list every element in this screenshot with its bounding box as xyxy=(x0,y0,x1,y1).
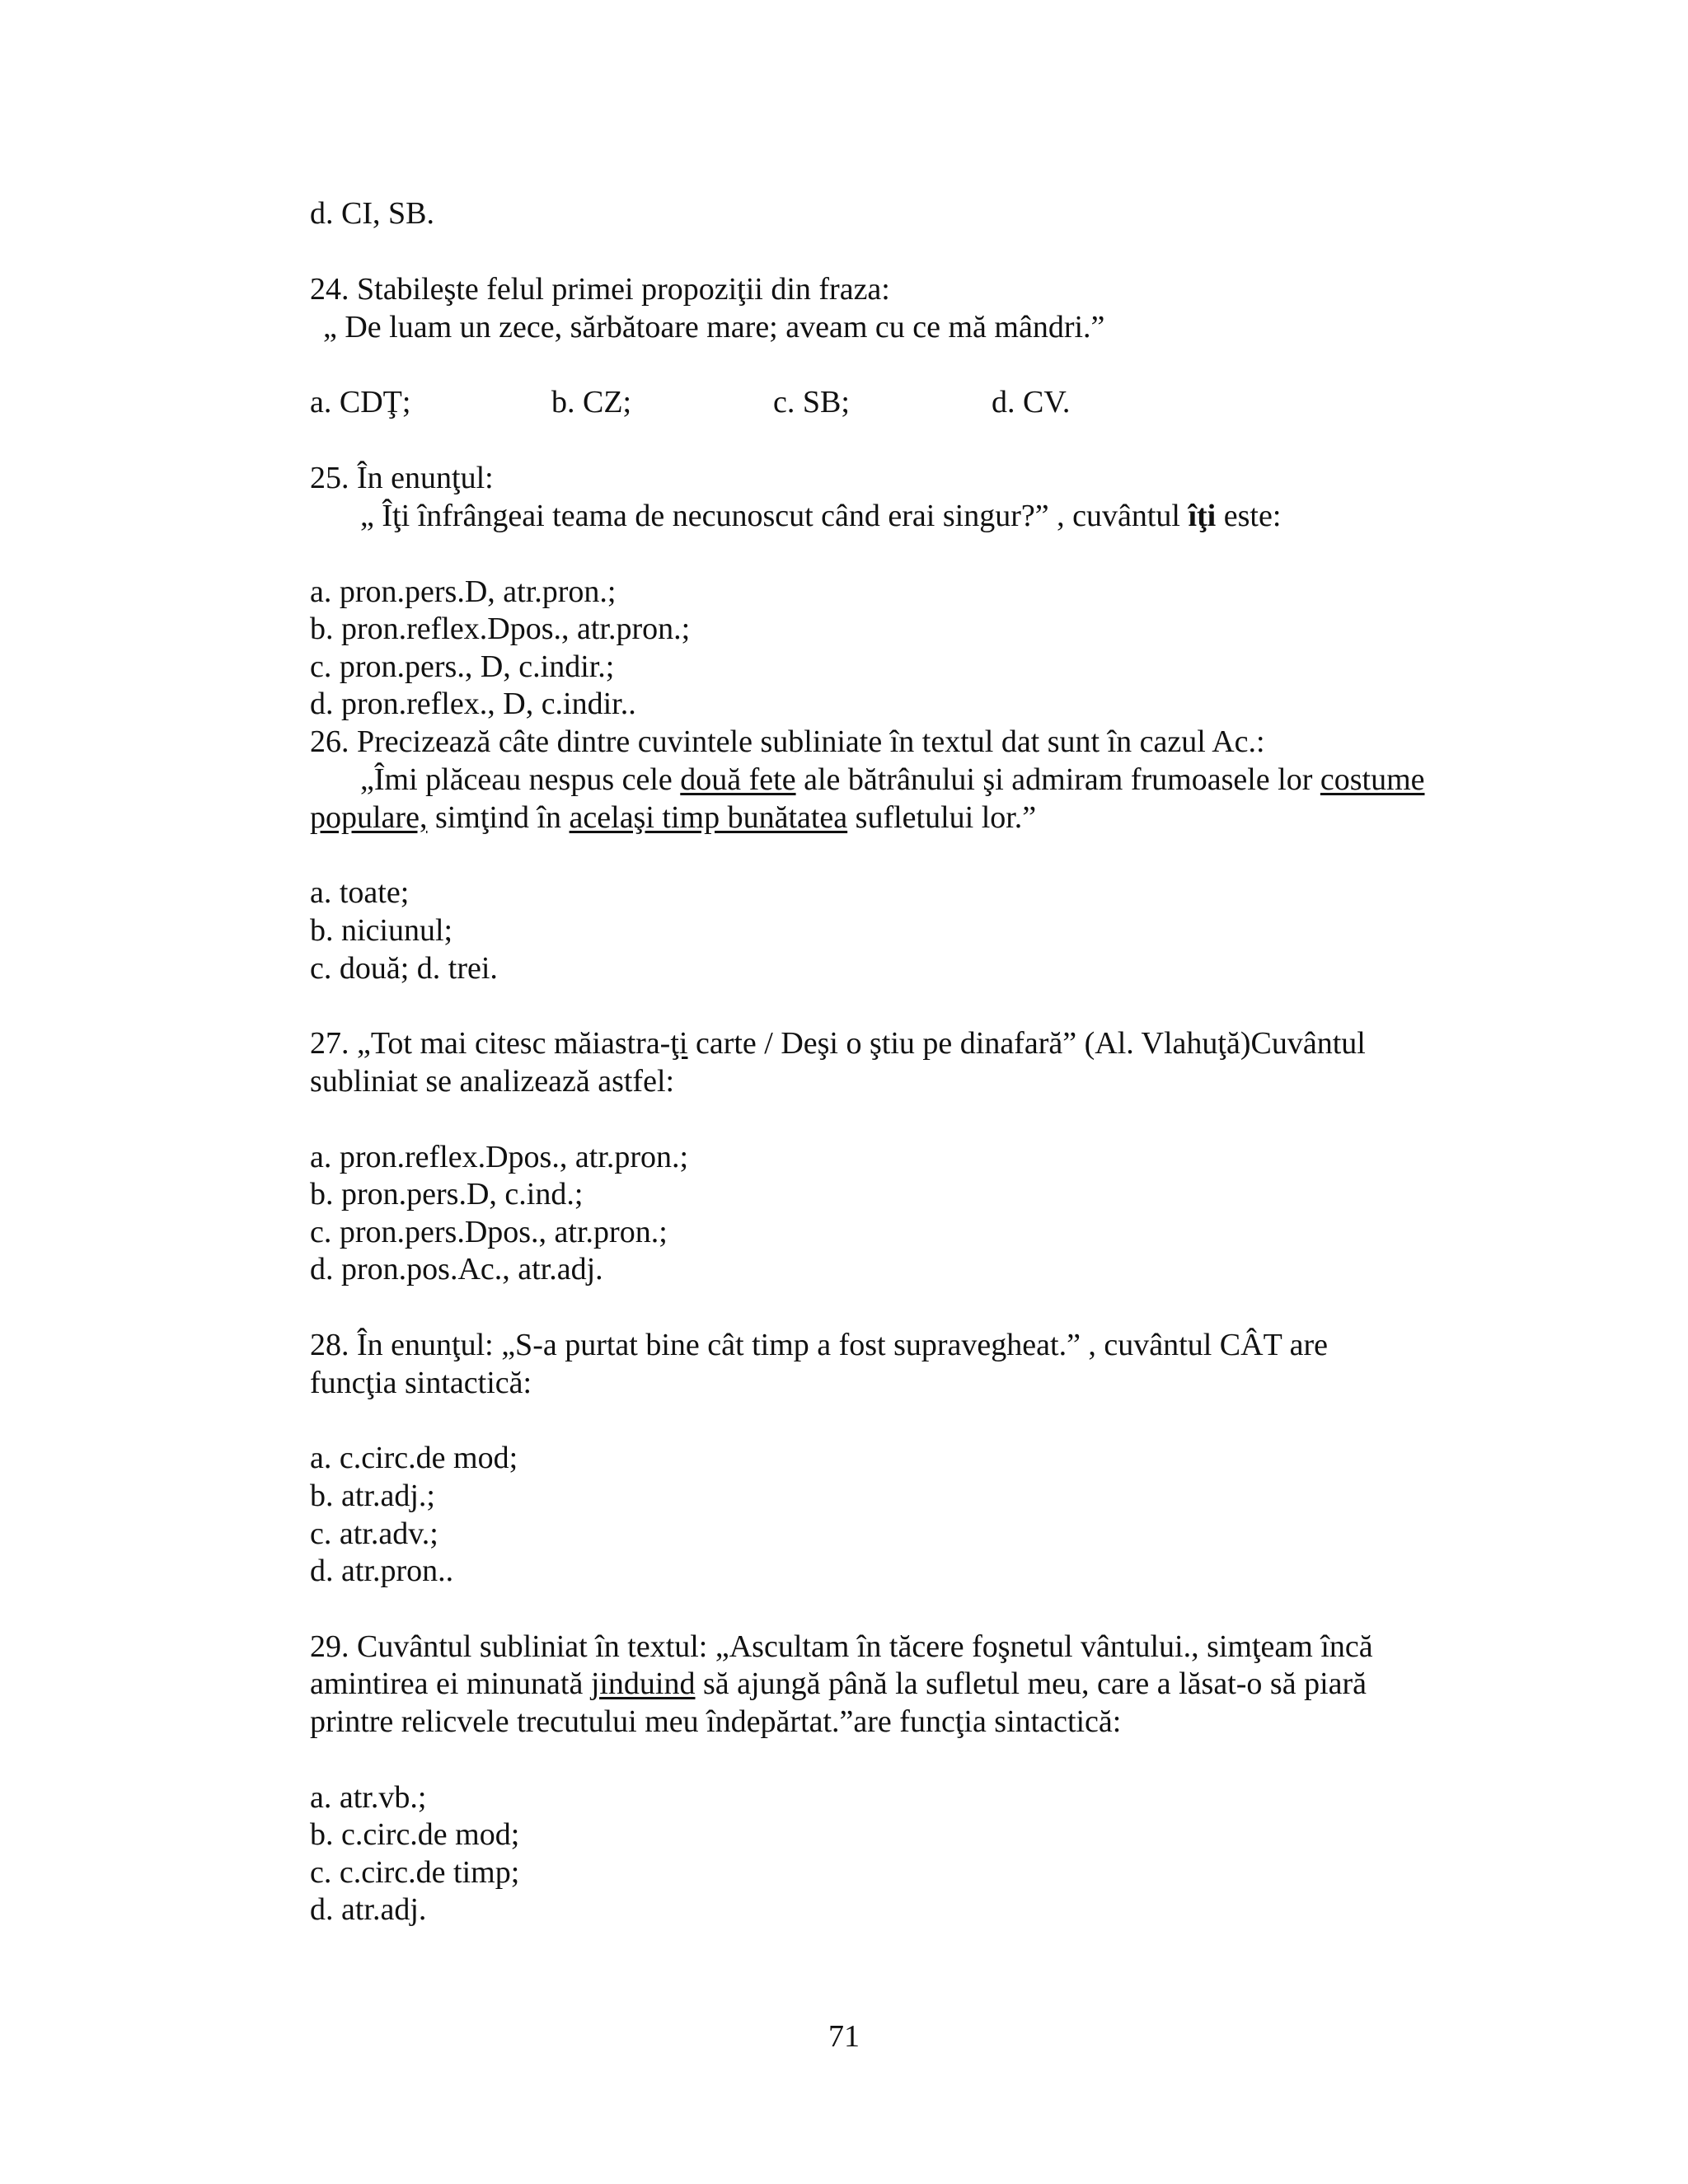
q27-option-a: a. pron.reflex.Dpos., atr.pron.; xyxy=(310,1140,689,1174)
q25-option-b: b. pron.reflex.Dpos., atr.pron.; xyxy=(310,612,691,646)
q24-option-d: d. CV. xyxy=(992,385,1071,419)
q25-option-a: a. pron.pers.D, atr.pron.; xyxy=(310,574,617,609)
q26-question: 26. Precizează câte dintre cuvintele subliniate în textul dat sunt în cazul Ac.: xyxy=(310,724,1265,759)
q28-question-line-2: funcţia sintactică: xyxy=(310,1366,532,1400)
q29-question-line-1: 29. Cuvântul subliniat în textul: „Ascultam în tăcere foşnetul vântului., simţeam încă xyxy=(310,1629,1373,1664)
q28-option-a: a. c.circ.de mod; xyxy=(310,1441,518,1475)
q26-text: simţind în xyxy=(427,800,570,835)
q26-underlined-word: costume xyxy=(1320,762,1425,797)
q27-underlined-word: ţi xyxy=(670,1026,688,1061)
q24-option-b: b. CZ; xyxy=(551,385,632,419)
q27-question-line-1 xyxy=(310,1024,1366,1062)
q27-option-c: c. pron.pers.Dpos., atr.pron.; xyxy=(310,1215,668,1249)
q25-question: 25. În enunţul: xyxy=(310,461,494,495)
q25-option-d: d. pron.reflex., D, c.indir.. xyxy=(310,687,636,721)
q24-question: 24. Stabileşte felul primei propoziţii din fraza: xyxy=(310,272,890,307)
q24-option-c: c. SB; xyxy=(773,385,850,419)
q29-option-b: b. c.circ.de mod; xyxy=(310,1817,520,1852)
q26-underlined-word: populare, xyxy=(310,800,428,835)
q25-quote-bold-word: îţi xyxy=(1188,499,1217,533)
q23-option-d: d. CI, SB. xyxy=(310,196,434,231)
q27-option-d: d. pron.pos.Ac., atr.adj. xyxy=(310,1252,603,1286)
q26-text: sufletului lor.” xyxy=(847,800,1037,835)
page-number: 71 xyxy=(828,2019,860,2054)
q26-text: ale bătrânului şi admiram frumoasele lor xyxy=(795,762,1320,797)
q25-quote-text: „ Îţi înfrângeai teama de necunoscut când erai singur?” , cuvântul xyxy=(360,499,1189,533)
q29-text: amintirea ei minunată xyxy=(310,1666,591,1701)
q26-quote-line-1 xyxy=(360,761,1425,799)
q26-underlined-word: două fete xyxy=(680,762,796,797)
q25-quote-end: este: xyxy=(1216,499,1282,533)
q26-text: „Îmi plăceau nespus cele xyxy=(360,762,681,797)
q28-option-b: b. atr.adj.; xyxy=(310,1479,435,1513)
q29-text: să ajungă până la sufletul meu, care a lăsat-o să piară xyxy=(695,1666,1367,1701)
q27-text: 27. „Tot mai citesc măiastra- xyxy=(310,1026,671,1061)
q29-underlined-word: jinduind xyxy=(590,1666,696,1701)
q25-quote xyxy=(360,497,1281,535)
q29-question-line-2 xyxy=(310,1665,1367,1703)
q25-option-c: c. pron.pers., D, c.indir.; xyxy=(310,649,615,684)
q28-question-line-1: 28. În enunţul: „S-a purtat bine cât timp a fost supravegheat.” , cuvântul CÂT are xyxy=(310,1328,1328,1362)
q29-question-line-3: printre relicvele trecutului meu îndepărtat.”are funcţia sintactică: xyxy=(310,1704,1122,1739)
q26-option-b: b. niciunul; xyxy=(310,913,453,948)
q29-option-d: d. atr.adj. xyxy=(310,1892,427,1927)
q29-option-a: a. atr.vb.; xyxy=(310,1780,427,1815)
q28-option-c: c. atr.adv.; xyxy=(310,1516,438,1551)
q27-option-b: b. pron.pers.D, c.ind.; xyxy=(310,1177,584,1212)
q28-option-d: d. atr.pron.. xyxy=(310,1554,454,1588)
q26-option-a: a. toate; xyxy=(310,875,410,910)
q29-option-c: c. c.circ.de timp; xyxy=(310,1855,520,1890)
q27-text: carte / Deşi o ştiu pe dinafară” (Al. Vlahuţă)Cuvântul xyxy=(687,1026,1366,1061)
q24-quote: „ De luam un zece, sărbătoare mare; aveam cu ce mă mândri.” xyxy=(323,310,1105,344)
q26-underlined-word: acelaşi timp bunătatea xyxy=(569,800,848,835)
q26-option-c: c. două; d. trei. xyxy=(310,951,498,986)
q26-quote-line-2 xyxy=(310,799,1036,837)
q24-option-a: a. CDŢ; xyxy=(310,385,411,419)
q27-question-line-2: subliniat se analizează astfel: xyxy=(310,1064,675,1099)
